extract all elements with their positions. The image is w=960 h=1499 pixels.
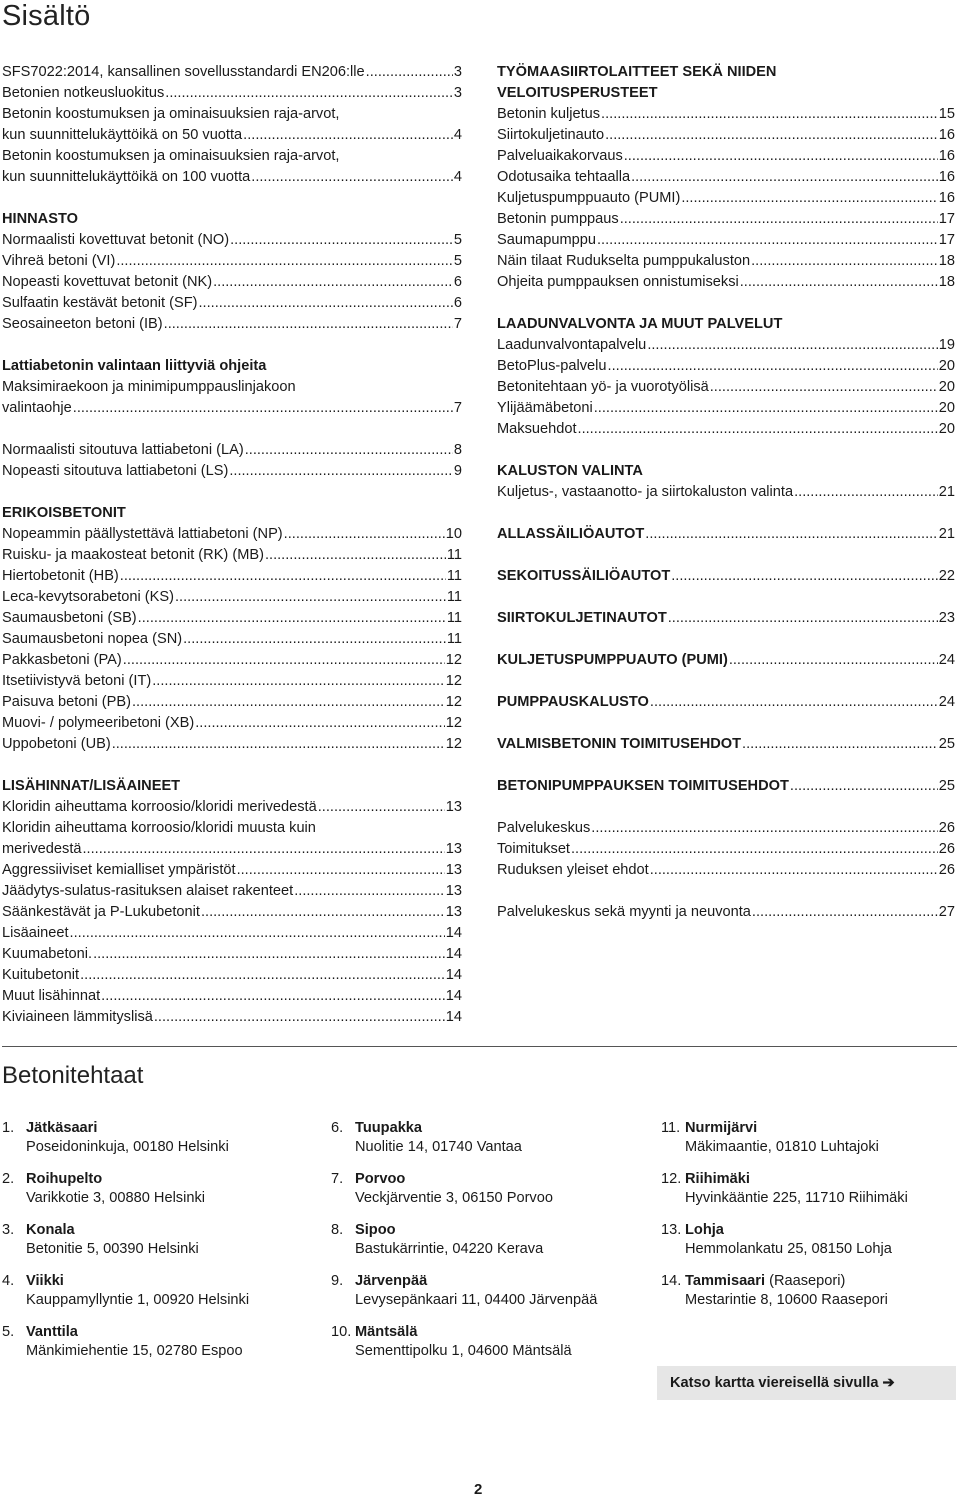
plant-item: 9. Järvenpää Levysepänkaari 11, 04400 Järvenpää [331,1273,598,1308]
section-heading: Lattiabetonin valintaan liittyviä ohjeita [2,358,267,374]
toc-entry-heading[interactable]: BETONIPUMPPAUKSEN TOIMITUSEHDOT ..... 25 [497,776,955,797]
toc-entry[interactable]: Betonin kuljetus ..... 15 [497,104,955,125]
map-link-text[interactable]: Katso kartta viereisellä sivulla ➔ [670,1375,895,1391]
plant-item: 8. Sipoo Bastukärrintie, 04220 Kerava [331,1222,544,1257]
toc-entry-line: Betonin koostumuksen ja ominaisuuksien raja-arvot, [2,106,340,122]
toc-entry[interactable]: Seosaineeton betoni (IB) ..... 7 [2,314,462,335]
toc-entry[interactable]: Kuitubetonit ..... 14 [2,965,462,986]
toc-entry[interactable]: Aggressiiviset kemialliset ympäristöt ..... 13 [2,860,462,881]
toc-entry[interactable]: Saumausbetoni nopea (SN) ..... 11 [2,629,462,650]
toc-entry[interactable]: Palvelukeskus sekä myynti ja neuvonta ..... 27 [497,902,955,923]
toc-entry[interactable]: kun suunnittelukäyttöikä on 50 vuotta ..... 4 [2,125,462,146]
plant-item: 2. Roihupelto Varikkotie 3, 00880 Helsinki [2,1171,206,1206]
plant-item: 14. Tammisaari (Raasepori) Mestarintie 8, 10600 Raasepori [661,1273,888,1308]
toc-entry[interactable]: Itsetiivistyvä betoni (IT) ..... 12 [2,671,462,692]
toc-entry[interactable]: Toimitukset ..... 26 [497,839,955,860]
toc-entry-heading[interactable]: PUMPPAUSKALUSTO ..... 24 [497,692,955,713]
toc-entry[interactable]: kun suunnittelukäyttöikä on 100 vuotta ..... 4 [2,167,462,188]
toc-entry[interactable]: Saumapumppu ..... 17 [497,230,955,251]
toc-entry[interactable]: Leca-kevytsorabetoni (KS) ..... 11 [2,587,462,608]
toc-entry[interactable]: Jäädytys-sulatus-rasituksen alaiset rakenteet ..... 13 [2,881,462,902]
toc-entry[interactable]: Säänkestävät ja P-Lukubetonit ..... 13 [2,902,462,923]
toc-entry[interactable]: Pakkasbetoni (PA) ..... 12 [2,650,462,671]
toc-entry-heading[interactable]: SEKOITUSSÄILIÖAUTOT ..... 22 [497,566,955,587]
toc-entry[interactable]: Nopeasti kovettuvat betonit (NK) ..... 6 [2,272,462,293]
map-link-box[interactable] [657,1366,956,1400]
toc-entry[interactable]: Normaalisti sitoutuva lattiabetoni (LA) ..... 8 [2,440,462,461]
toc-entry[interactable]: Kiviaineen lämmityslisä ..... 14 [2,1007,462,1028]
toc-entry[interactable]: valintaohje ..... 7 [2,398,462,419]
toc-entry[interactable]: Maksuehdot ..... 20 [497,419,955,440]
toc-entry[interactable]: Ruduksen yleiset ehdot ..... 26 [497,860,955,881]
plant-item: 11. Nurmijärvi Mäkimaantie, 01810 Luhtajoki [661,1120,879,1155]
plants-heading: Betonitehtaat [2,1062,144,1089]
plant-item: 4. Viikki Kauppamyllyntie 1, 00920 Helsinki [2,1273,250,1308]
toc-entry[interactable]: Saumausbetoni (SB) ..... 11 [2,608,462,629]
toc-entry[interactable]: Uppobetoni (UB) ..... 12 [2,734,462,755]
toc-entry[interactable]: Betonin pumppaus ..... 17 [497,209,955,230]
plant-item: 1. Jätkäsaari Poseidoninkuja, 00180 Helsinki [2,1120,229,1155]
plant-item: 3. Konala Betonitie 5, 00390 Helsinki [2,1222,199,1257]
toc-entry[interactable]: Vihreä betoni (VI) ..... 5 [2,251,462,272]
toc-entry[interactable]: Normaalisti kovettuvat betonit (NO) ..... 5 [2,230,462,251]
toc-entry[interactable]: BetoPlus-palvelu ..... 20 [497,356,955,377]
toc-entry-heading[interactable]: VALMISBETONIN TOIMITUSEHDOT ..... 25 [497,734,955,755]
toc-entry[interactable]: Kloridin aiheuttama korroosio/kloridi merivedestä ..... 13 [2,797,462,818]
plant-item: 6. Tuupakka Nuolitie 14, 01740 Vantaa [331,1120,522,1155]
plant-item: 5. Vanttila Mänkimiehentie 15, 02780 Espoo [2,1324,243,1359]
toc-entry[interactable]: Palveluaikakorvaus ..... 16 [497,146,955,167]
toc-entry[interactable]: Odotusaika tehtaalla ..... 16 [497,167,955,188]
toc-entry-heading[interactable]: ALLASSÄILIÖAUTOT ..... 21 [497,524,955,545]
plant-item: 13. Lohja Hemmolankatu 25, 08150 Lohja [661,1222,892,1257]
toc-left-column [2,62,462,1028]
toc-entry[interactable]: Nopeasti sitoutuva lattiabetoni (LS) ..... 9 [2,461,462,482]
toc-entry[interactable]: Nopeammin päällystettävä lattiabetoni (NP) ..... 10 [2,524,462,545]
toc-entry[interactable]: Betonitehtaan yö- ja vuorotyölisä ..... 20 [497,377,955,398]
toc-entry-line: Maksimiraekoon ja minimipumppauslinjakoon [2,379,296,395]
toc-entry[interactable]: Palvelukeskus ..... 26 [497,818,955,839]
plant-item: 12. Riihimäki Hyvinkääntie 225, 11710 Riihimäki [661,1171,908,1206]
toc-entry[interactable]: Kuljetus-, vastaanotto- ja siirtokaluston valinta ..... 21 [497,482,955,503]
toc-entry[interactable]: SFS7022:2014, kansallinen sovellusstandardi EN206:lle ..... 3 [2,62,462,83]
toc-right-column [497,62,955,923]
toc-entry[interactable]: Kuljetuspumppuauto (PUMI) ..... 16 [497,188,955,209]
toc-entry[interactable]: Siirtokuljetinauto ..... 16 [497,125,955,146]
toc-entry[interactable]: Kuumabetoni. ..... 14 [2,944,462,965]
section-heading: LAADUNVALVONTA JA MUUT PALVELUT [497,316,783,332]
plants-column-2 [331,1119,651,1374]
toc-entry[interactable]: Ohjeita pumppauksen onnistumiseksi ..... 18 [497,272,955,293]
section-heading: ERIKOISBETONIT [2,505,126,521]
toc-entry[interactable]: Muovi- / polymeeribetoni (XB) ..... 12 [2,713,462,734]
section-heading: HINNASTO [2,211,78,227]
toc-entry-line: Kloridin aiheuttama korroosio/kloridi muusta kuin [2,820,316,836]
toc-entry[interactable]: Hiertobetonit (HB) ..... 11 [2,566,462,587]
toc-entry[interactable]: Laadunvalvontapalvelu ..... 19 [497,335,955,356]
page-title: Sisältö [2,0,91,32]
toc-entry-line: Betonin koostumuksen ja ominaisuuksien raja-arvot, [2,148,340,164]
toc-entry[interactable]: Ruisku- ja maakosteat betonit (RK) (MB) ..... 11 [2,545,462,566]
toc-entry[interactable]: Lisäaineet ..... 14 [2,923,462,944]
toc-entry-heading[interactable]: SIIRTOKULJETINAUTOT ..... 23 [497,608,955,629]
section-heading: VELOITUSPERUSTEET [497,85,658,101]
toc-entry[interactable]: Sulfaatin kestävät betonit (SF) ..... 6 [2,293,462,314]
section-divider [2,1046,957,1047]
toc-entry[interactable]: Ylijäämäbetoni ..... 20 [497,398,955,419]
toc-entry[interactable]: Paisuva betoni (PB) ..... 12 [2,692,462,713]
plants-column-3 [661,1119,956,1323]
section-heading: TYÖMAASIIRTOLAITTEET SEKÄ NIIDEN [497,64,777,80]
plant-item: 7. Porvoo Veckjärventie 3, 06150 Porvoo [331,1171,553,1206]
section-heading: KALUSTON VALINTA [497,463,643,479]
toc-entry[interactable]: merivedestä ..... 13 [2,839,462,860]
toc-entry-heading[interactable]: KULJETUSPUMPPUAUTO (PUMI) ..... 24 [497,650,955,671]
plants-column-1 [2,1119,322,1374]
toc-entry[interactable]: Muut lisähinnat ..... 14 [2,986,462,1007]
page-number: 2 [474,1481,483,1498]
toc-entry[interactable]: Betonien notkeusluokitus ..... 3 [2,83,462,104]
section-heading: LISÄHINNAT/LISÄAINEET [2,778,181,794]
plant-item: 10. Mäntsälä Sementtipolku 1, 04600 Mäntsälä [331,1324,572,1359]
toc-entry[interactable]: Näin tilaat Rudukselta pumppukaluston ..... 18 [497,251,955,272]
